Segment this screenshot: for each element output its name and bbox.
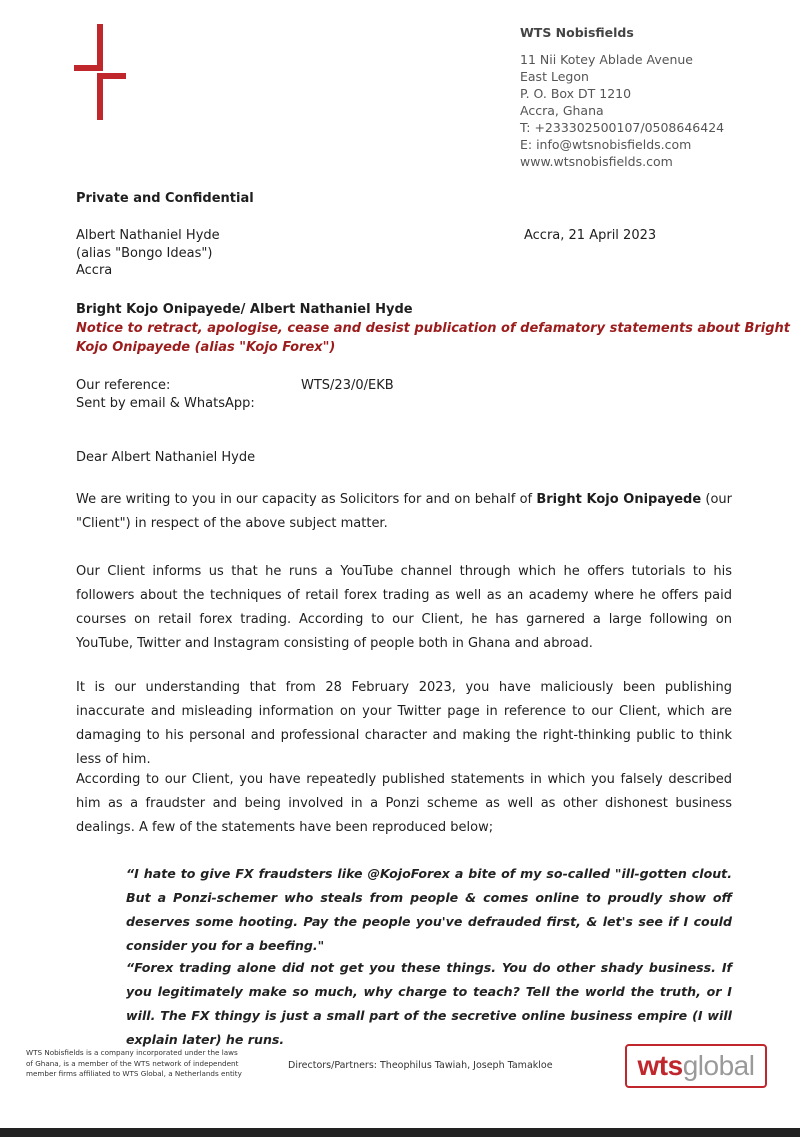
wts-global-logo (625, 1044, 767, 1088)
recipient-name: Albert Nathaniel Hyde (76, 228, 220, 243)
subject-line: Bright Kojo Onipayede/ Albert Nathaniel Hyde (76, 302, 413, 317)
recipient-city: Accra (76, 263, 113, 279)
notice-title-line: Kojo Onipayede (alias "Kojo Forex") (76, 340, 336, 355)
reference-label: Our reference: (76, 378, 171, 393)
paragraph-1-intro: We are writing to you in our capacity as Solicitors for and on behalf of (76, 492, 537, 507)
company-note: WTS Nobisfields is a company incorporated under the laws of Ghana, is a member of the WTS network of independent member firms affiliated to WTS Global, a Netherlands entity (26, 1048, 242, 1078)
website-line: www.wtsnobisfields.com (520, 154, 673, 169)
firm-name: WTS Nobisfields (520, 25, 634, 40)
confidential-heading: Private and Confidential (76, 191, 254, 206)
paragraph-2: Our Client informs us that he runs a YouTube channel through which he offers tutorials to his followers about the techniques of retail forex trading as well as an academy where he offers paid courses on retail forex trading. According to our Client, he has garnered a large following on YouTube, Twitter and Instagram consisting of people both in Ghana and abroad. (76, 564, 732, 651)
notice-title (76, 319, 791, 357)
salutation: Dear Albert Nathaniel Hyde (76, 450, 256, 465)
paragraph-1-end: (our "Client") in respect of the above subject matter. (76, 492, 732, 531)
sent-by-line: Sent by email & WhatsApp: (76, 396, 255, 411)
reference-value: WTS/23/0/EKB (301, 378, 394, 393)
wts-nobisfields-logo-icon (74, 24, 126, 120)
brand-wts: wts (637, 1050, 683, 1081)
address-line: Accra, Ghana (520, 103, 604, 118)
paragraph-4: According to our Client, you have repeatedly published statements in which you falsely described him as a fraudster and being involved in a Ponzi scheme as well as other dishonest business dealings. A few of the statements have been reproduced below; (76, 772, 732, 835)
paragraph-3: It is our understanding that from 28 February 2023, you have maliciously been publishing inaccurate and misleading information on your Twitter page in reference to our Client, which are damaging to his personal and professional character and making the right-thinking public to think less of him. (76, 680, 732, 767)
recipient-block (76, 227, 220, 280)
address-line: 11 Nii Kotey Ablade Avenue (520, 52, 693, 67)
address-line: East Legon (520, 69, 589, 84)
address-line: P. O. Box DT 1210 (520, 86, 632, 101)
quote-2: “Forex trading alone did not get you these things. You do other shady business. If you legitimately make so much, why charge to teach? Tell the world the truth, or I will. The FX thingy is just a small part of the secretive online business empire (I will explain later) he runs. (126, 960, 732, 1047)
phone-line: T: +233302500107/0508646424 (520, 120, 725, 135)
recipient-alias: (alias "Bongo Ideas") (76, 245, 213, 261)
paragraph-1 (76, 488, 732, 536)
firm-address-block (520, 24, 724, 170)
brand-global: global (682, 1050, 755, 1081)
notice-title-line: Notice to retract, apologise, cease and desist publication of defamatory statements about Bright (76, 321, 791, 336)
place-date: Accra, 21 April 2023 (524, 228, 657, 243)
directors-line: Directors/Partners: Theophilus Tawiah, Joseph Tamakloe (288, 1060, 553, 1071)
quote-1: “I hate to give FX fraudsters like @KojoForex a bite of my so-called "ill-gotten clout. But a Ponzi-schemer who steals from people & comes online to proudly show off deserves some hooting. Pay the people you've defrauded first, & let's see if I could consider you for a beefing." (126, 866, 732, 953)
email-line: E: info@wtsnobisfields.com (520, 137, 692, 152)
page-bottom-bar (0, 1128, 800, 1137)
client-name: Bright Kojo Onipayede (536, 492, 702, 507)
